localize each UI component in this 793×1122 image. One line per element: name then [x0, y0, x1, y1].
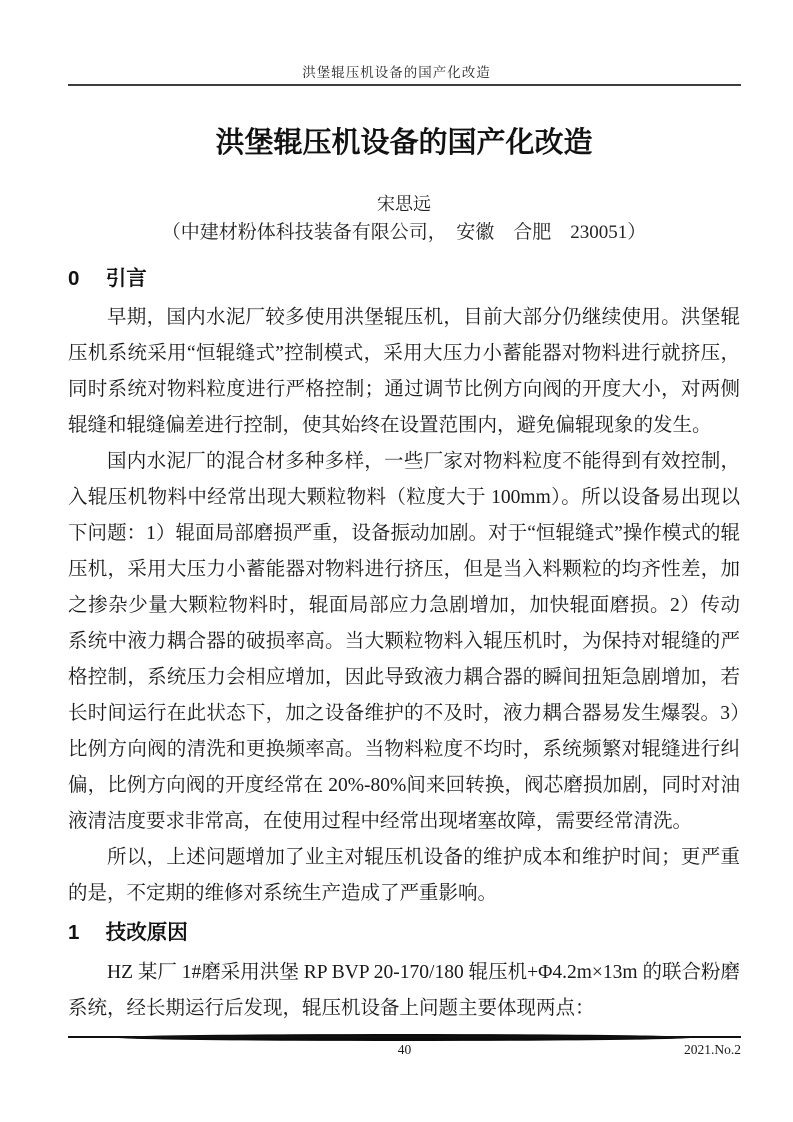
section-heading-1 [68, 918, 740, 948]
section-title: 引言 [105, 267, 147, 290]
footer-rule [68, 1034, 741, 1041]
running-header: 洪堡辊压机设备的国产化改造 [302, 65, 491, 80]
paragraph: 早期，国内水泥厂较多使用洪堡辊压机，目前大部分仍继续使用。洪堡辊压机系统采用“恒辊缝式”控制模式，采用大压力小蓄能器对物料进行就挤压，同时系统对物料粒度进行严格控制；通过调节比例方向阀的开度大小，对两侧辊缝和辊缝偏差进行控制，使其始终在设置范围内，避免偏辊现象的发生。 [68, 307, 740, 436]
page-footer [68, 1042, 741, 1062]
article-title: 洪堡辊压机设备的国产化改造 [215, 127, 593, 159]
section-title: 技改原因 [105, 921, 188, 944]
section-heading-0 [68, 264, 740, 294]
issue-label: 2021.No.2 [684, 1042, 741, 1057]
paragraph: 国内水泥厂的混合材多种多样，一些厂家对物料粒度不能得到有效控制，入辊压机物料中经常出现大颗粒物料（粒度大于 100mm）。所以设备易出现以下问题：1）辊面局部磨损严重，设备振动加剧。对于“恒辊缝式”操作模式的辊压机，采用大压力小蓄能器对物料进行挤压，但是当入料颗粒的均齐性差，加之掺杂少量大颗粒物料时，辊面局部应力急剧增加，加快辊面磨损。2）传动系统中液力耦合器的破损率高。当大颗粒物料入辊压机时，为保持对辊缝的严格控制，系统压力会相应增加，因此导致液力耦合器的瞬间扭矩急剧增加，若长时间运行在此状态下，加之设备维护的不及时，液力耦合器易发生爆裂。3）比例方向阀的清洗和更换频率高。当物料粒度不均时，系统频繁对辊缝进行纠偏，比例方向阀的开度经常在 20%-80%间来回转换，阀芯磨损加剧，同时对油液清洁度要求非常高，在使用过程中经常出现堵塞故障，需要经常清洗。 [68, 451, 740, 832]
section-number: 1 [68, 921, 80, 944]
article-content [68, 0, 740, 1027]
footer-rule-thin [68, 1036, 741, 1038]
section-number: 0 [68, 267, 80, 290]
author-name: 宋思远 [377, 194, 431, 214]
page-number: 40 [397, 1042, 412, 1057]
author-affiliation: （中建材粉体科技装备有限公司， 安徽 合肥 230051） [161, 222, 647, 243]
section-reform-reason [68, 918, 740, 1027]
section-introduction [68, 264, 740, 912]
paragraph: HZ 某厂 1#磨采用洪堡 RP BVP 20-170/180 辊压机+Φ4.2m×13m 的联合粉磨系统，经长期运行后发现，辊压机设备上问题主要体现两点： [68, 962, 740, 1019]
paragraph: 所以，上述问题增加了业主对辊压机设备的维护成本和维护时间；更严重的是，不定期的维修对系统生产造成了严重影响。 [68, 847, 740, 904]
